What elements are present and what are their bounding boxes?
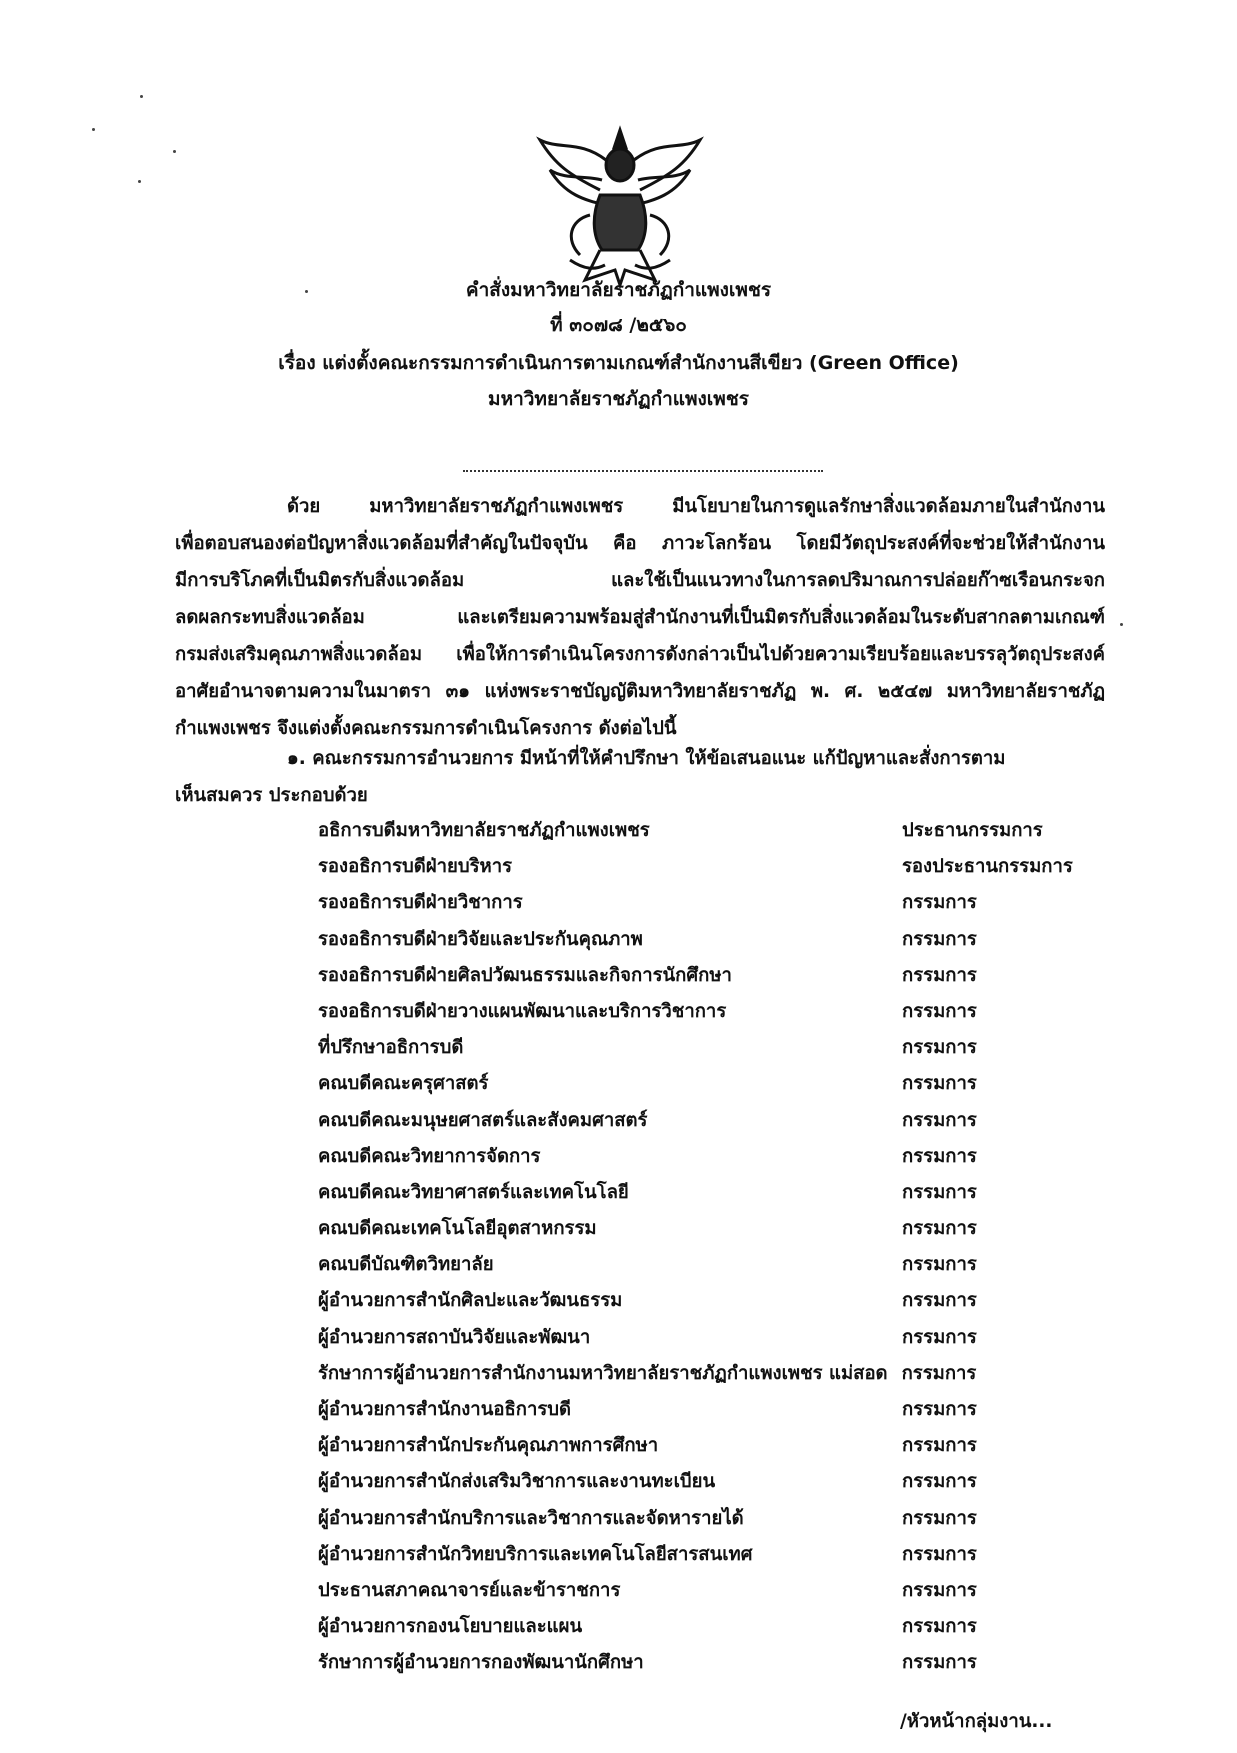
member-role: กรรมการ xyxy=(902,1037,977,1059)
member-role: กรรมการ xyxy=(902,1616,977,1638)
section-1-line: ๑. คณะกรรมการอำนวยการ มีหน้าที่ให้คำปรึกษา ให้ข้อเสนอแนะ แก้ปัญหาและสั่งการตาม xyxy=(287,748,1006,769)
committee-row xyxy=(318,1103,1118,1139)
scan-speck xyxy=(305,290,308,293)
member-position: รองอธิการบดีฝ่ายวิชาการ xyxy=(318,892,523,914)
committee-row xyxy=(318,849,1118,885)
member-role: กรรมการ xyxy=(902,1073,977,1095)
intro-line: กรมส่งเสริมคุณภาพสิ่งแวดล้อม เพื่อให้การดำเนินโครงการดังกล่าวเป็นไปด้วยความเรียบร้อยและบรรลุวัตถุประสงค์ xyxy=(175,644,1105,665)
member-position: ผู้อำนวยการกองนโยบายและแผน xyxy=(318,1616,583,1638)
scan-speck xyxy=(138,180,141,183)
member-role: กรรมการ xyxy=(902,1471,977,1493)
intro-line: มีการบริโภคที่เป็นมิตรกับสิ่งแวดล้อม และใช้เป็นแนวทางในการลดปริมาณการปล่อยก๊าซเรือนกระจก xyxy=(175,570,1105,591)
member-position: รองอธิการบดีฝ่ายศิลปวัฒนธรรมและกิจการนักศึกษา xyxy=(318,964,732,986)
member-role: กรรมการ xyxy=(901,1362,977,1384)
order-subject: เรื่อง แต่งตั้งคณะกรรมการดำเนินการตามเกณฑ์สำนักงานสีเขียว (Green Office) xyxy=(278,352,959,374)
member-role: กรรมการ xyxy=(902,1181,977,1203)
university-name: มหาวิทยาลัยราชภัฏกำแพงเพชร xyxy=(488,388,749,410)
intro-paragraph xyxy=(175,488,1105,747)
section-1-line: เห็นสมควร ประกอบด้วย xyxy=(175,785,368,806)
member-role: กรรมการ xyxy=(902,1435,977,1457)
intro-line: ลดผลกระทบสิ่งแวดล้อม และเตรียมความพร้อมสู่สำนักงานที่เป็นมิตรกับสิ่งแวดล้อมในระดับสากลตามเกณฑ์ xyxy=(175,607,1105,628)
member-position: คณบดีคณะครุศาสตร์ xyxy=(318,1073,489,1095)
intro-line: อาศัยอำนาจตามความในมาตรา ๓๑ แห่งพระราชบัญญัติมหาวิทยาลัยราชภัฏ พ. ศ. ๒๕๔๗ มหาวิทยาลัยราชภัฏ xyxy=(175,681,1105,702)
order-number: ที่ ๓๐๗๘ /๒๕๖๐ xyxy=(550,314,687,336)
member-position: ผู้อำนวยการสำนักงานอธิการบดี xyxy=(318,1399,572,1420)
member-position: ผู้อำนวยการสถาบันวิจัยและพัฒนา xyxy=(318,1326,591,1348)
member-position: ผู้อำนวยการสำนักส่งเสริมวิชาการและงานทะเบียน xyxy=(318,1471,716,1493)
committee-list xyxy=(318,813,1118,1682)
member-role: กรรมการ xyxy=(902,1218,977,1240)
member-position: ประธานสภาคณาจารย์และข้าราชการ xyxy=(318,1579,621,1601)
member-position: รักษาการผู้อำนวยการสำนักงานมหาวิทยาลัยราชภัฏกำแพงเพชร แม่สอด xyxy=(318,1362,888,1384)
member-role: กรรมการ xyxy=(902,1652,977,1674)
intro-line: กำแพงเพชร จึงแต่งตั้งคณะกรรมการดำเนินโครงการ ดังต่อไปนี้ xyxy=(175,718,677,739)
member-role: กรรมการ xyxy=(902,1543,977,1565)
member-role: รองประธานกรรมการ xyxy=(902,856,1073,878)
member-role: กรรมการ xyxy=(902,928,977,950)
intro-line: เพื่อตอบสนองต่อปัญหาสิ่งแวดล้อมที่สำคัญในปัจจุบัน คือ ภาวะโลกร้อน โดยมีวัตถุประสงค์ที่จะช่วยให้สำนักงาน xyxy=(175,533,1105,554)
member-position: ที่ปรึกษาอธิการบดี xyxy=(318,1037,464,1059)
committee-row xyxy=(318,1645,1118,1681)
member-role: กรรมการ xyxy=(902,1326,977,1348)
member-position: ผู้อำนวยการสำนักวิทยบริการและเทคโนโลยีสารสนเทศ xyxy=(318,1543,753,1565)
member-role: ประธานกรรมการ xyxy=(902,820,1043,841)
committee-row xyxy=(318,1139,1118,1175)
member-role: กรรมการ xyxy=(902,892,977,914)
member-position: รักษาการผู้อำนวยการกองพัฒนานักศึกษา xyxy=(318,1652,644,1674)
committee-row xyxy=(318,994,1118,1030)
member-position: รองอธิการบดีฝ่ายวิจัยและประกันคุณภาพ xyxy=(318,928,643,950)
committee-row xyxy=(318,1537,1118,1573)
member-position: คณบดีคณะเทคโนโลยีอุตสาหกรรม xyxy=(318,1218,597,1240)
committee-row xyxy=(318,922,1118,958)
committee-row xyxy=(318,1501,1118,1537)
member-role: กรรมการ xyxy=(902,1145,977,1167)
committee-row xyxy=(318,1211,1118,1247)
member-role: กรรมการ xyxy=(902,1399,977,1420)
scan-speck xyxy=(140,95,143,98)
committee-row xyxy=(318,1464,1118,1500)
member-role: กรรมการ xyxy=(902,1290,977,1312)
member-position: ผู้อำนวยการสำนักบริการและวิชาการและจัดหารายได้ xyxy=(318,1507,744,1529)
committee-row xyxy=(318,1428,1118,1464)
member-position: ผู้อำนวยการสำนักประกันคุณภาพการศึกษา xyxy=(318,1435,659,1457)
member-role: กรรมการ xyxy=(902,1000,977,1022)
scan-speck xyxy=(92,128,95,131)
order-title: คำสั่งมหาวิทยาลัยราชภัฏกำแพงเพชร xyxy=(465,279,772,301)
member-role: กรรมการ xyxy=(902,1254,977,1276)
member-position: คณบดีคณะวิทยาการจัดการ xyxy=(318,1145,541,1167)
member-position: คณบดีบัณฑิตวิทยาลัย xyxy=(318,1254,494,1276)
committee-row xyxy=(318,958,1118,994)
committee-row xyxy=(318,885,1118,921)
member-position: รองอธิการบดีฝ่ายบริหาร xyxy=(318,856,513,878)
committee-row xyxy=(318,1066,1118,1102)
member-position: คณบดีคณะวิทยาศาสตร์และเทคโนโลยี xyxy=(318,1181,629,1203)
scan-speck xyxy=(173,150,176,153)
member-position: รองอธิการบดีฝ่ายวางแผนพัฒนาและบริการวิชาการ xyxy=(318,1000,727,1022)
member-role: กรรมการ xyxy=(902,1109,977,1131)
committee-row xyxy=(318,1283,1118,1319)
committee-row xyxy=(318,1320,1118,1356)
committee-row xyxy=(318,1609,1118,1645)
member-role: กรรมการ xyxy=(902,1507,977,1529)
committee-row xyxy=(318,1573,1118,1609)
header-divider xyxy=(463,470,823,472)
member-position: ผู้อำนวยการสำนักศิลปะและวัฒนธรรม xyxy=(318,1290,623,1312)
section-1-intro xyxy=(175,740,1105,814)
committee-row xyxy=(318,1175,1118,1211)
committee-row xyxy=(318,1247,1118,1283)
committee-row xyxy=(318,1392,1118,1428)
member-role: กรรมการ xyxy=(902,1579,977,1601)
committee-row xyxy=(318,1356,1118,1392)
committee-row xyxy=(318,1030,1118,1066)
member-position: อธิการบดีมหาวิทยาลัยราชภัฏกำแพงเพชร xyxy=(318,820,650,841)
member-position: คณบดีคณะมนุษยศาสตร์และสังคมศาสตร์ xyxy=(318,1109,648,1131)
intro-line: ด้วย มหาวิทยาลัยราชภัฏกำแพงเพชร มีนโยบายในการดูแลรักษาสิ่งแวดล้อมภายในสำนักงาน xyxy=(287,496,1105,517)
continuation-note: /หัวหน้ากลุ่มงาน... xyxy=(900,1711,1053,1732)
garuda-emblem-icon xyxy=(530,120,710,295)
member-role: กรรมการ xyxy=(902,964,977,986)
committee-row xyxy=(318,813,1118,849)
scan-speck xyxy=(1120,623,1123,626)
